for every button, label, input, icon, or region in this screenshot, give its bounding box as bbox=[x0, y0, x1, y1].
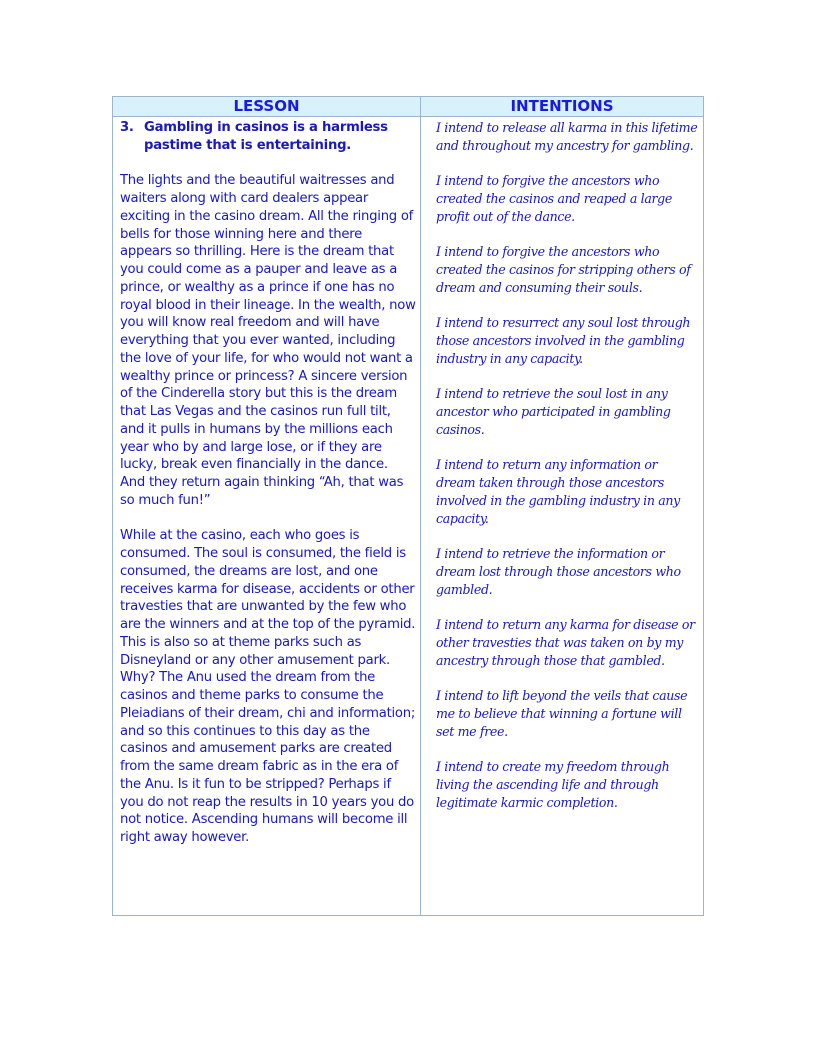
intention-item: I intend to retrieve the information or dream lost through those ancestors who gambled. bbox=[436, 546, 681, 597]
lesson-cell bbox=[120, 119, 416, 865]
intention-item: I intend to return any information or dream taken through those ancestors involved in the gambling industry in any capacity. bbox=[436, 457, 680, 526]
intention-item: I intend to create my freedom through living the ascending life and through legitimate karmic completion. bbox=[436, 759, 670, 810]
intention-item: I intend to return any karma for disease or other travesties that was taken on by my ancestry through those that gambled. bbox=[436, 617, 695, 668]
intention-item: I intend to lift beyond the veils that cause me to believe that winning a fortune will set me free. bbox=[436, 688, 688, 739]
lesson-column-header: LESSON bbox=[233, 97, 300, 115]
intention-item: I intend to resurrect any soul lost through those ancestors involved in the gambling industry in any capacity. bbox=[436, 315, 691, 366]
lesson-heading bbox=[120, 119, 416, 155]
intentions-cell bbox=[436, 119, 700, 829]
lesson-paragraph: While at the casino, each who goes is consumed. The soul is consumed, the field is consumed, the dreams are lost, and one receives karma for disease, accidents or other travesties that are unwanted by the few who are the winners and at the top of the pyramid. This is also so at theme parks such as Disneyland or any other amusement park. Why? The Anu used the dream from the casinos and theme parks to consume the Pleiadians of their dream, chi and information; and so this continues to this day as the casinos and amusement parks are created from the same dream fabric as in the era of the Anu. Is it fun to be stripped? Perhaps if you do not reap the results in 10 years you do not notice. Ascending humans will become ill right away however. bbox=[120, 528, 416, 845]
lesson-table bbox=[112, 96, 704, 916]
column-divider bbox=[420, 97, 421, 915]
intentions-column-header: INTENTIONS bbox=[510, 97, 614, 115]
intention-item: I intend to forgive the ancestors who created the casinos for stripping others of dream and consuming their souls. bbox=[436, 244, 691, 295]
intention-item: I intend to retrieve the soul lost in any ancestor who participated in gambling casinos. bbox=[436, 386, 671, 437]
lesson-number: 3. bbox=[120, 120, 134, 135]
table-header-row bbox=[113, 97, 703, 117]
intention-item: I intend to forgive the ancestors who created the casinos and reaped a large profit out of the dance. bbox=[436, 173, 672, 224]
intention-item: I intend to release all karma in this lifetime and throughout my ancestry for gambling. bbox=[436, 120, 698, 153]
lesson-paragraph: The lights and the beautiful waitresses and waiters along with card dealers appear exciting in the casino dream. All the ringing of bells for those winning here and there appears so thrilling. Here is the dream that you could come as a pauper and leave as a prince, or wealthy as a prince if one has no royal blood in their lineage. In the wealth, now you will know real freedom and will have everything that you ever wanted, including the love of your life, for who would not want a wealthy prince or princess? A sincere version of the Cinderella story but this is the dream that Las Vegas and the casinos run full tilt, and it pulls in humans by the millions each year who by and large lose, or if they are lucky, break even financially in the dance. And they return again thinking “Ah, that was so much fun!” bbox=[120, 173, 416, 508]
lesson-title: Gambling in casinos is a harmless pastime that is entertaining. bbox=[144, 120, 388, 153]
